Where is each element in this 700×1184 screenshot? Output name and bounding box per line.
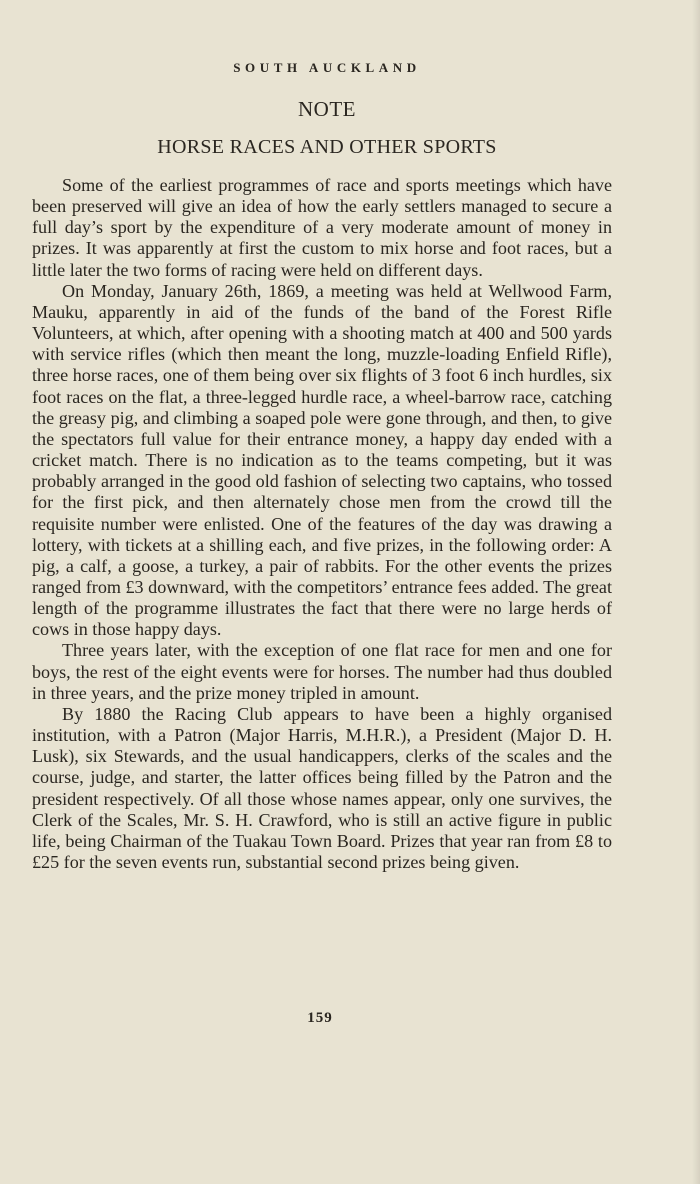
page-number: 159 bbox=[307, 1010, 333, 1026]
note-title: NOTE bbox=[298, 97, 356, 121]
paragraph: Some of the earliest programmes of race and sports meetings which have been preserved will give an idea of how the early settlers managed to secure a full day’s sport by the expenditure of a very moderate amount of money in prizes. It was apparently at first the custom to mix horse and foot races, but a little later the two forms of racing were held on different days. bbox=[32, 175, 612, 280]
page-edge-shadow bbox=[692, 0, 700, 1184]
section-title: HORSE RACES AND OTHER SPORTS bbox=[157, 136, 497, 158]
body-text bbox=[32, 175, 612, 873]
paragraph: Three years later, with the exception of one flat race for men and one for boys, the rest of the eight events were for horses. The number had thus doubled in three years, and the prize money tripled in amount. bbox=[32, 640, 612, 703]
paragraph: On Monday, January 26th, 1869, a meeting was held at Wellwood Farm, Mauku, apparently in aid of the funds of the band of the Forest Rifle Volunteers, at which, after opening with a shooting match at 400 and 500 yards with service rifles (which then meant the long, muzzle-loading Enfield Rifle), three horse races, one of them being over six flights of 3 foot 6 inch hurdles, six foot races on the flat, a three-legged hurdle race, a wheel-barrow race, catching the greasy pig, and climbing a soaped pole were gone through, and then, to give the spectators full value for their entrance money, a happy day ended with a cricket match. There is no indication as to the teams competing, but it was probably arranged in the good old fashion of selecting two captains, who tossed for the first pick, and then alternately chose men from the crowd till the requisite number were enlisted. One of the features of the day was drawing a lottery, with tickets at a shilling each, and five prizes, in the following order: A pig, a calf, a goose, a turkey, a pair of rabbits. For the other events the prizes ranged from £3 downward, with the competitors’ entrance fees added. The great length of the programme illustrates the fact that there were no large herds of cows in those happy days. bbox=[32, 280, 612, 640]
paragraph: By 1880 the Racing Club appears to have been a highly organised institution, with a Patron (Major Harris, M.H.R.), a President (Major D. H. Lusk), six Stewards, and the usual handicappers, clerks of the scales and the course, judge, and starter, the latter offices being filled by the Patron and the president respectively. Of all those whose names appear, only one survives, the Clerk of the Scales, Mr. S. H. Crawford, who is still an active figure in public life, being Chairman of the Tuakau Town Board. Prizes that year ran from £8 to £25 for the seven events run, substantial second prizes being given. bbox=[32, 703, 612, 872]
running-head: SOUTH AUCKLAND bbox=[233, 60, 421, 75]
text-block bbox=[32, 56, 612, 873]
